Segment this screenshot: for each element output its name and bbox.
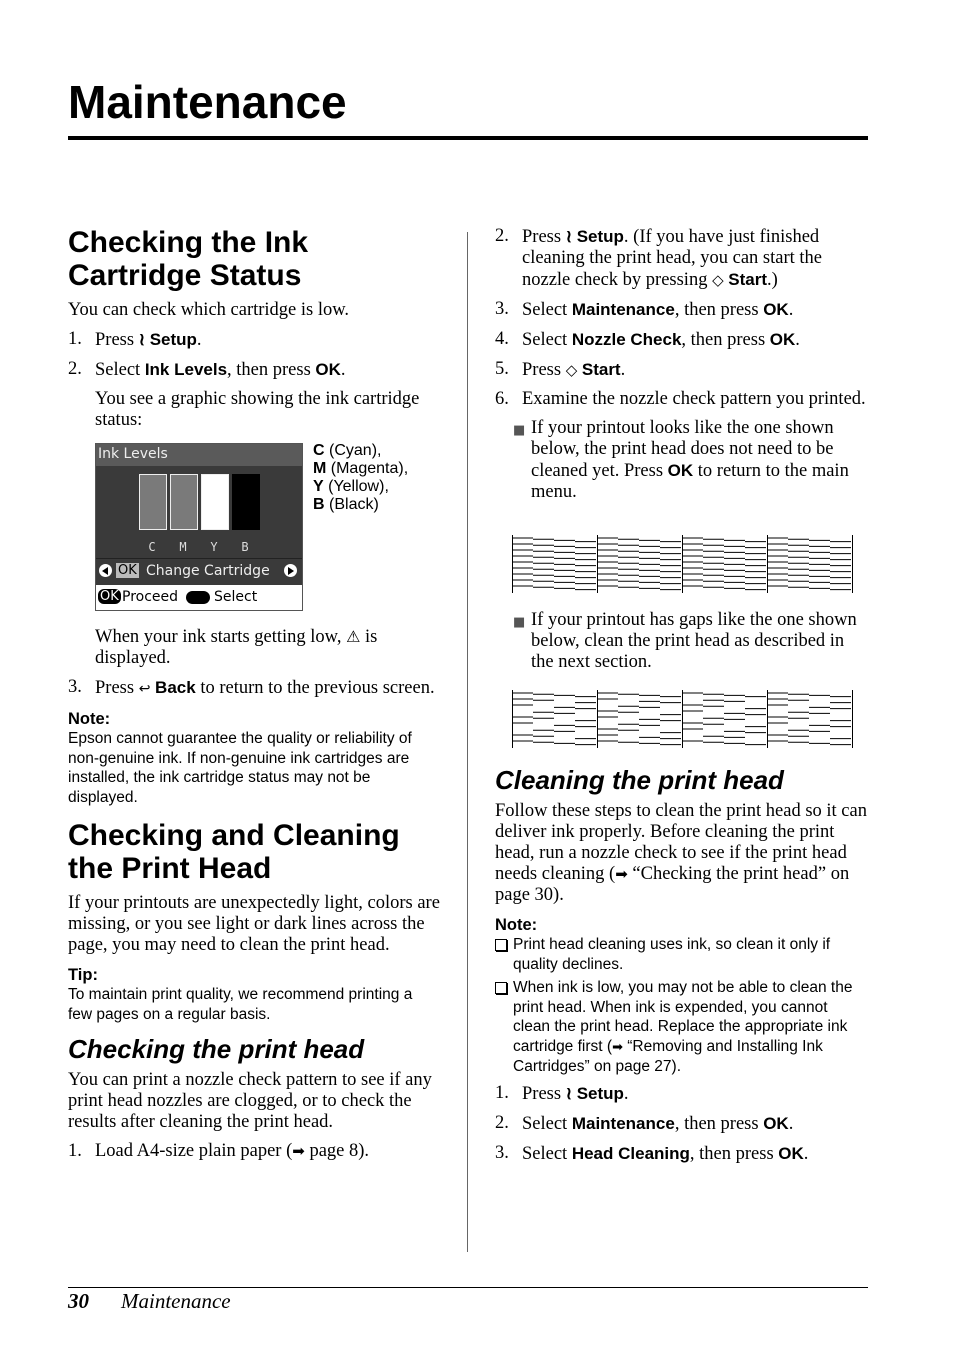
ui-label-maintenance: Maintenance [571,300,675,319]
ink-color-legend [313,442,408,514]
left-column [68,226,440,431]
legend-key: B [313,496,325,513]
bullet-text: to return to the main menu. [531,461,849,502]
bullet-text: If your printout has gaps like the one shown below, clean the print head as described in the next section. [531,610,857,672]
step-text: Press [95,678,139,698]
step-text: Press [522,1083,566,1104]
legend-key: C [313,442,325,459]
step-text: . [340,360,346,380]
step-number: 3. [495,299,509,319]
step-text: , then press [674,300,764,320]
cleaning-intro [495,801,867,906]
column-divider [467,232,468,1252]
bullet-square-icon: ■ [513,423,526,438]
right-column [495,226,867,503]
legend-item [313,442,408,460]
legend-item [313,496,408,514]
print-head-heading: Checking and Cleaning the Print Head [68,819,400,885]
note-item-text: Print head cleaning uses ink, so clean it only if quality declines. [513,936,831,973]
step-text: . [795,330,800,350]
step-number: 2. [68,359,82,379]
ui-label-start: Start [581,360,621,379]
bullet-block-gaps [495,610,867,673]
list-item [495,226,867,291]
page-number: 30 [68,1289,89,1313]
ui-label-maintenance: Maintenance [571,1113,675,1133]
legend-label: (Yellow), [323,478,389,495]
lcd-change-row [96,558,302,585]
step-number: 1. [68,329,82,349]
note-item-text: When ink is low, you may not be able to clean the print head. When ink is expended, you cannot clean the print head. Replace the appropriate ink cartridge first ( [513,979,853,1055]
bullet-square-icon: ■ [513,615,526,630]
setup-icon: ≀ [565,1083,573,1103]
note-heading: Note: [68,710,111,728]
left-right-icon [186,591,210,604]
lcd-change-cartridge: Change Cartridge [146,563,270,579]
note-item-text: “Removing and Installing Ink Cartridges” on page 27). [513,1037,823,1075]
back-icon: ↩ [138,681,151,697]
graphic-intro: You see a graphic showing the ink cartridge status: [95,389,420,430]
lcd-ok-button-icon: OK [100,589,119,604]
ui-label-setup: Setup [576,227,624,246]
bullet-item [513,610,867,673]
lcd-cartridge-area [96,466,302,558]
page-title: Maintenance [68,76,347,128]
note-item [495,935,867,974]
step-text: .) [766,270,778,290]
step-text: Examine the nozzle check pattern you printed. [522,389,866,409]
cleaning-intro-pre: Follow these steps to clean the print head so it can deliver ink properly. Before cleaning the print head, run a nozzle check to see if the print head needs cleaning ( [495,801,867,884]
warning-icon: ⚠ [346,627,361,646]
list-item [495,389,867,410]
step-text: . [788,1113,794,1134]
checking-intro: You can print a nozzle check pattern to see if any print head nozzles are clogged, or to check the results after cleaning the print head. [68,1070,432,1132]
cartridge-label-y: Y [210,540,218,554]
cartridge-b-level [232,474,260,530]
footer-section: Maintenance [121,1289,231,1313]
bullet-item [513,418,867,503]
ui-label-start: Start [728,270,767,289]
cartridge-y-level [201,474,229,530]
start-icon: ◇ [565,361,578,379]
start-icon: ◇ [712,271,724,289]
step-text: , then press [674,1113,764,1134]
legend-item [313,460,408,478]
ui-label-ok: OK [769,330,796,349]
step-text: page 8). [304,1141,370,1161]
ui-label-head-cleaning: Head Cleaning [571,1143,690,1163]
bullet-text: If your printout looks like the one shown below, the print head does not need to be cleaned yet. Press [531,418,834,481]
nozzle-pattern-gaps [512,690,854,748]
ui-label-ok: OK [667,461,694,480]
list-item [495,1113,867,1135]
list-item [68,677,440,700]
step-text: . (If you have just finished cleaning the print head, you can start the nozzle check by pressing [522,227,823,290]
checking-heading: Checking the print head [68,1034,365,1064]
right-arrow-glyph [288,567,294,575]
nozzle-pattern-good [512,535,854,593]
legend-label: (Black) [324,496,379,513]
arrow-icon: ➡ [615,865,628,883]
step-text: . [196,330,202,350]
lcd-proceed: Proceed [122,589,179,605]
ui-label-setup: Setup [149,330,197,349]
cleaning-heading: Cleaning the print head [495,765,784,795]
arrow-icon: ➡ [292,1142,305,1160]
step-text: Select [522,1143,572,1164]
lcd-select: Select [214,589,258,605]
step-text: Press [522,227,566,247]
ink-status-steps [68,329,440,431]
list-item [68,329,440,351]
ui-label-back: Back [155,678,196,697]
list-item [495,1143,867,1165]
lcd-title-bar [96,444,302,466]
cleaning-intro-post: “Checking the print head” on page 30). [495,864,850,905]
step-text: . [788,300,794,320]
lcd-title: Ink Levels [98,446,168,462]
setup-icon: ≀ [138,330,146,349]
step-text: , then press [227,360,316,380]
arrow-icon: ➡ [612,1039,623,1055]
low-ink-text-post: is displayed. [95,627,378,668]
note-heading: Note: [495,916,538,934]
ui-label-ok: OK [763,1113,789,1133]
low-ink-text-pre: When your ink starts getting low, [95,627,347,647]
step-text: , then press [689,1143,779,1164]
lcd-ok-chip: OK [118,563,137,578]
ui-label-ok: OK [778,1143,804,1163]
step-number: 3. [68,677,82,697]
bullet-block-ok [495,418,867,503]
step-text: , then press [681,330,770,350]
cartridge-c-level [139,474,167,530]
title-rule [68,136,868,140]
step-number: 2. [495,226,509,246]
step-number: 1. [495,1082,509,1103]
left-arrow-glyph [102,567,108,575]
checkbox-icon [495,939,507,951]
checkbox-icon [495,982,507,994]
list-item [495,329,867,351]
step-text: . [803,1143,809,1164]
list-item [68,1141,440,1162]
tip-heading: Tip: [68,966,98,984]
list-item [68,359,440,381]
print-head-intro: If your printouts are unexpectedly light, colors are missing, or you see light or dark lines across the page, you may need to clean the print head. [68,893,440,955]
ui-label-setup: Setup [576,1083,624,1103]
low-ink-text [68,626,440,669]
ink-status-heading: Checking the Ink Cartridge Status [68,226,309,292]
step-text: Select [522,1113,572,1134]
legend-key: M [313,460,327,477]
legend-label: (Magenta), [326,460,409,477]
step-text: Press [522,360,566,380]
tip-body: To maintain print quality, we recommend printing a few pages on a regular basis. [68,986,413,1023]
page-footer [68,1289,231,1314]
lcd-ink-levels-screen [95,443,303,611]
step-text: . [623,1083,629,1104]
step-number: 5. [495,359,509,379]
footer-rule [68,1287,868,1288]
right-column-mid [495,610,867,673]
note-body: Epson cannot guarantee the quality or reliability of non-genuine ink. If non-genuine ink cartridges are installed, the ink cartridge status may not be displayed. [68,730,412,806]
step-number: 2. [495,1112,509,1133]
lcd-action-row [96,585,302,610]
step-text: . [620,360,626,380]
step-number: 6. [495,389,509,409]
step-number: 3. [495,1142,509,1163]
cartridge-m-level [170,474,198,530]
cartridge-label-m: M [179,540,187,554]
step-text: Press [95,330,139,350]
step-text: Select [95,360,145,380]
legend-item [313,478,408,496]
step-text: Select [522,300,572,320]
list-item [495,299,867,321]
ui-label-ink-levels: Ink Levels [144,360,228,379]
step-text: Load A4-size plain paper ( [95,1141,293,1161]
step-number: 4. [495,329,509,349]
ui-label-ok: OK [763,300,789,319]
ui-label-ok: OK [315,360,341,379]
cartridge-label-c: C [148,540,156,554]
ui-label-nozzle-check: Nozzle Check [571,330,682,349]
step-number: 1. [68,1141,82,1161]
ink-status-intro: You can check which cartridge is low. [68,300,350,320]
legend-key: Y [313,478,324,495]
cartridge-label-b: B [241,540,249,554]
note-item [495,978,867,1077]
step-text: to return to the previous screen. [195,678,435,698]
step-text: Select [522,330,572,350]
list-item [495,1083,867,1105]
list-item [495,359,867,381]
setup-icon: ≀ [565,227,573,246]
legend-label: (Cyan), [324,442,382,459]
right-column-lower [495,765,867,1165]
left-column-lower [68,626,440,1162]
